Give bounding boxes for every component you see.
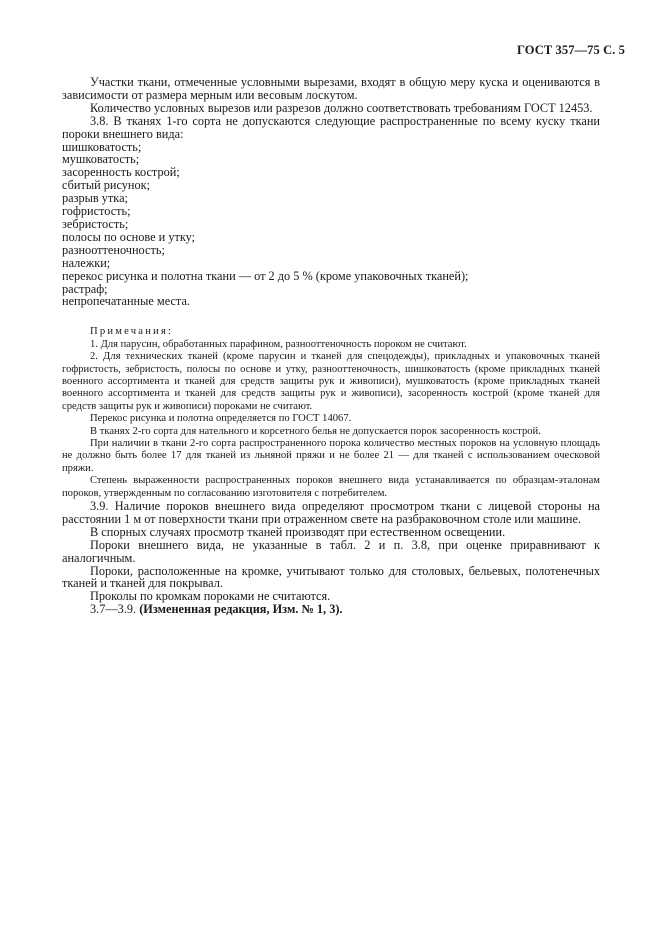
defect-item: мушковатость;	[62, 152, 140, 167]
amendment-text: (Измененная редакция, Изм. № 1, 3).	[139, 602, 343, 617]
defect-item: разнооттеночность;	[62, 242, 165, 257]
defect-item: шишковатость;	[62, 139, 142, 154]
note-reference-samples: Степень выраженности распространенных пороков внешнего вида устанавливается по образцам-эталонам пороков, утвержденным по согласованию изготовителя с потребителем.	[62, 475, 600, 499]
paragraph-cut-count: Количество условных вырезов или разрезов должно соответствовать требованиям ГОСТ 12453.	[90, 100, 593, 115]
note-local-defects: При наличии в ткани 2-го сорта распространенного порока количество местных пороков на условную площадь не должно быть более 17 для тканей из льняной пряжи и не более 21 — для тканей с использованием оческовой пряжи.	[62, 437, 600, 474]
note-1: 1. Для парусин, обработанных парафином, разнооттеночность пороком не считают.	[90, 338, 467, 350]
defect-item: непропечатанные места.	[62, 294, 190, 309]
defect-list	[62, 141, 600, 309]
note-2: 2. Для технических тканей (кроме парусин и тканей для спецодежды), прикладных и упаковочных тканей гофристость, зебристость, полосы по основе и утку, разнооттеночность, шишковатость (кроме прикладных тканей военного ассортимента и тканей для средств защиты рук и живописи), мушковатость (кроме прикладных тканей военного ассортимента и тканей для средств защиты рук и живописи), засоренность кострой (кроме тканей для средств защиты рук и живописи) пороками не считают.	[62, 351, 600, 412]
defect-item: сбитый рисунок;	[62, 178, 151, 193]
notes-block	[62, 326, 600, 500]
paragraph-disputes: В спорных случаях просмотр тканей производят при естественном освещении.	[90, 524, 506, 539]
note-second-grade-linen: В тканях 2-го сорта для нательного и корсетного белья не допускается порок засоренность кострой.	[90, 425, 541, 437]
paragraph-3-9: 3.9. Наличие пороков внешнего вида определяют просмотром ткани с лицевой стороны на расстоянии 1 м от поверхности ткани при отраженном свете на разбраковочном столе или машине.	[62, 499, 600, 526]
paragraph-3-8: 3.8. В тканях 1-го сорта не допускаются следующие распространенные по всему куску ткани пороки внешнего вида:	[62, 113, 600, 141]
defect-item: зебристость;	[62, 216, 129, 231]
note-skew: Перекос рисунка и полотна определяется по ГОСТ 14067.	[90, 413, 352, 425]
defect-item: разрыв утка;	[62, 191, 128, 206]
paragraph-edge-defects: Пороки, расположенные на кромке, учитывают только для столовых, бельевых, полотенечных тканей и тканей для покрывал.	[62, 563, 600, 591]
paragraph-cut-sections: Участки ткани, отмеченные условными вырезами, входят в общую меру куска и оцениваются в зависимости от размера мерным или весовым лоскутом.	[62, 75, 600, 102]
paragraph-edge-punctures: Проколы по кромкам пороками не считаются.	[90, 589, 331, 604]
paragraph-unlisted-defects: Пороки внешнего вида, не указанные в табл. 2 и п. 3.8, при оценке приравнивают к аналогичным.	[62, 537, 600, 565]
defect-item: засоренность кострой;	[62, 165, 180, 180]
defect-item: растраф;	[62, 281, 108, 296]
defect-item: гофристость;	[62, 204, 131, 219]
defect-item: перекос рисунка и полотна ткани — от 2 до 5 % (кроме упаковочных тканей);	[62, 268, 469, 283]
defect-item: належки;	[62, 255, 111, 270]
amendment-note	[62, 603, 600, 616]
page-header: ГОСТ 357—75 С. 5	[516, 43, 625, 57]
defect-item: полосы по основе и утку;	[62, 229, 196, 244]
notes-title: Примечания:	[90, 326, 174, 338]
amendment-prefix: 3.7—3.9.	[90, 602, 137, 617]
page-content	[62, 76, 600, 616]
